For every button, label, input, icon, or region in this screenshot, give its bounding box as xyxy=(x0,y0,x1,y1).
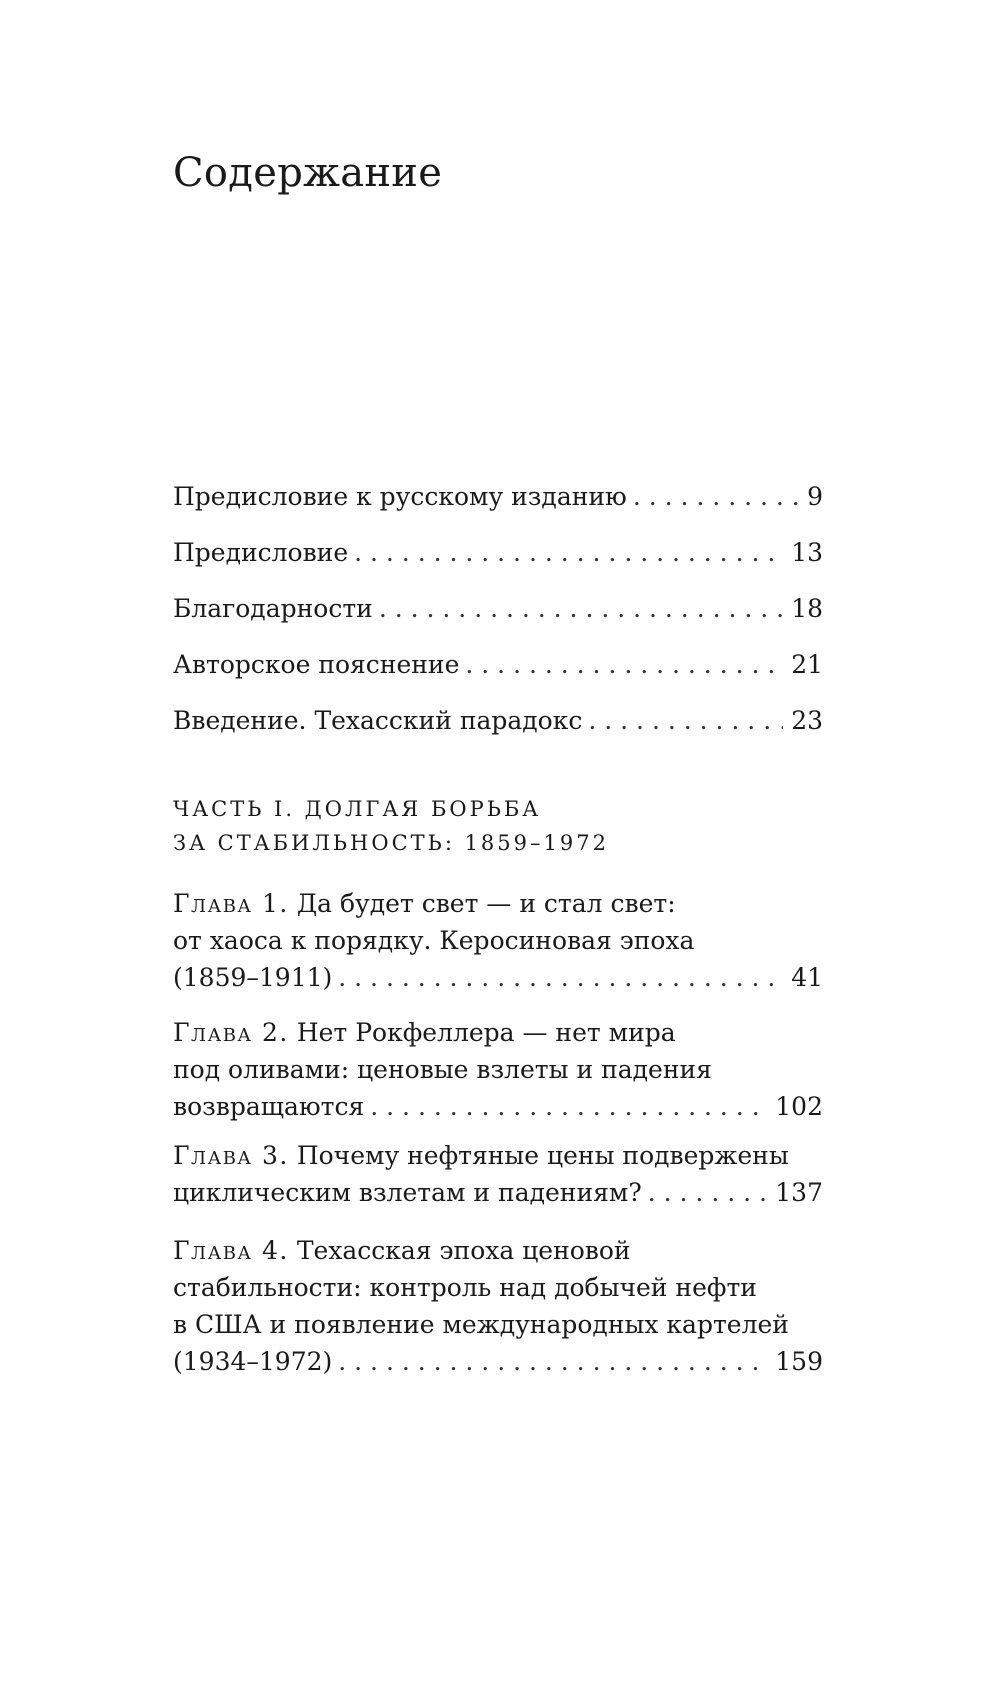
toc-entry-page: 41 xyxy=(791,963,823,992)
part-heading[interactable] xyxy=(173,792,823,860)
leader-dots xyxy=(588,702,783,739)
toc-entry-page: 9 xyxy=(807,482,823,511)
chapter-title-line: циклическим взлетам и падениям? xyxy=(173,1178,642,1207)
toc-entry-page: 159 xyxy=(775,1347,823,1376)
toc-entry-page: 102 xyxy=(775,1092,823,1121)
leader-dots xyxy=(648,1174,768,1211)
chapter-title-line: (1859–1911) xyxy=(173,963,333,992)
toc-chapter[interactable] xyxy=(173,1137,823,1211)
toc-entry[interactable] xyxy=(173,702,823,739)
leader-dots xyxy=(379,590,783,627)
toc-chapter[interactable] xyxy=(173,1232,823,1380)
toc-entry-page: 21 xyxy=(791,650,823,679)
toc-entry-label: Введение. Техасский парадокс xyxy=(173,706,583,735)
toc-entry-page: 23 xyxy=(791,706,823,735)
toc-entry[interactable] xyxy=(173,646,823,683)
toc-entry-label: Благодарности xyxy=(173,594,373,623)
page-title: Содержание xyxy=(173,150,443,196)
chapter-title-line: от хаоса к порядку. Керосиновая эпоха xyxy=(173,926,695,955)
toc-entry-page: 137 xyxy=(775,1178,823,1207)
chapter-title-line: (1934–1972) xyxy=(173,1347,333,1376)
leader-dots xyxy=(370,1088,767,1125)
chapter-title-line: под оливами: ценовые взлеты и падения xyxy=(173,1055,712,1084)
leader-dots xyxy=(354,534,783,571)
part-heading-line: ЧАСТЬ I. ДОЛГАЯ БОРЬБА xyxy=(173,797,542,821)
leader-dots xyxy=(465,646,783,683)
chapter-title-line: Да будет свет — и стал свет: xyxy=(296,889,676,918)
part-heading-line: ЗА СТАБИЛЬНОСТЬ: 1859–1972 xyxy=(173,831,609,855)
chapter-title-line: стабильности: контроль над добычей нефти xyxy=(173,1273,757,1302)
toc-entry-page: 13 xyxy=(791,538,823,567)
toc-entry-label: Предисловие xyxy=(173,538,349,567)
leader-dots xyxy=(633,478,799,515)
chapter-title-line: Нет Рокфеллера — нет мира xyxy=(296,1018,676,1047)
toc-entry[interactable] xyxy=(173,590,823,627)
chapter-prefix: Глава 2. xyxy=(173,1018,289,1047)
chapter-title-line: возвращаются xyxy=(173,1092,365,1121)
leader-dots xyxy=(338,1343,767,1380)
chapter-prefix: Глава 1. xyxy=(173,889,289,918)
toc-entry[interactable] xyxy=(173,478,823,515)
chapter-title-line: Техасская эпоха ценовой xyxy=(296,1236,631,1265)
toc-chapter[interactable] xyxy=(173,885,823,996)
leader-dots xyxy=(338,959,783,996)
toc-chapter[interactable] xyxy=(173,1014,823,1125)
chapter-prefix: Глава 4. xyxy=(173,1236,289,1265)
toc-entry-label: Авторское пояснение xyxy=(173,650,460,679)
toc-entry-page: 18 xyxy=(791,594,823,623)
chapter-title-line: Почему нефтяные цены подвержены xyxy=(296,1141,789,1170)
chapter-title-line: в США и появление международных картелей xyxy=(173,1310,789,1339)
toc-entry[interactable] xyxy=(173,534,823,571)
chapter-prefix: Глава 3. xyxy=(173,1141,289,1170)
toc-entry-label: Предисловие к русскому изданию xyxy=(173,482,627,511)
